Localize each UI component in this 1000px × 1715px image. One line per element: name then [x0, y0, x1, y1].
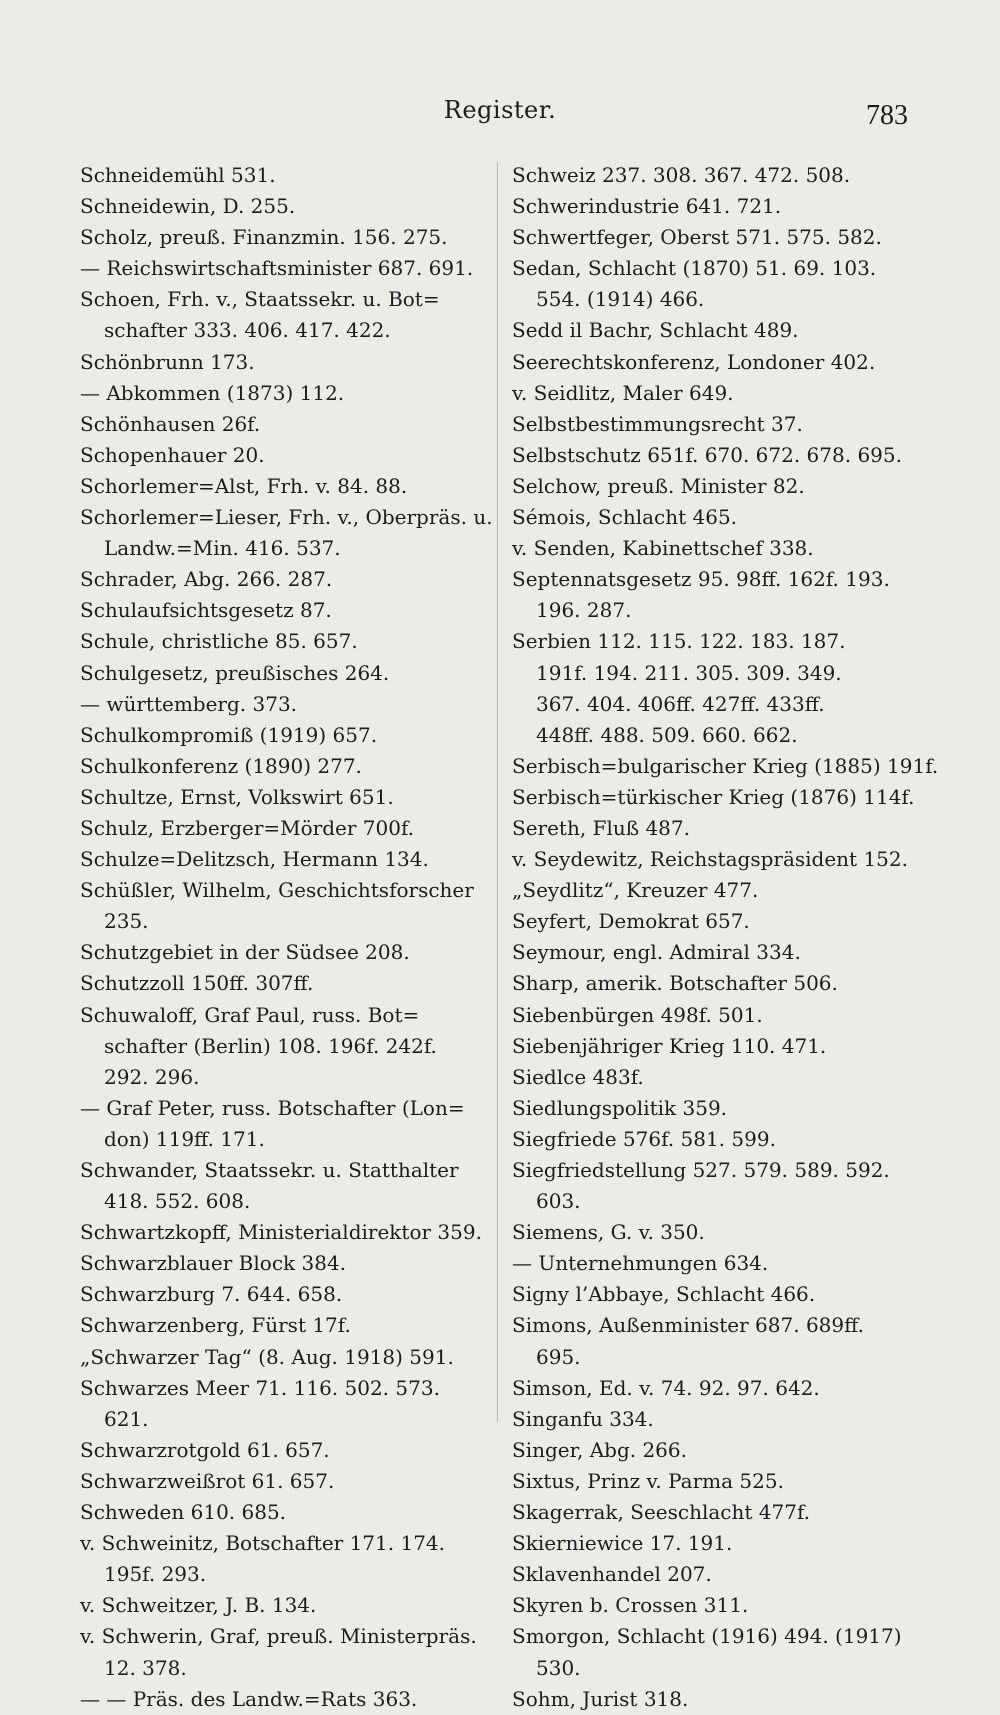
index-entry: Siebenjähriger Krieg 110. 471.	[512, 1033, 827, 1058]
index-entry-continuation: 418. 552. 608.	[104, 1189, 251, 1214]
index-entry: Schwander, Staatssekr. u. Statthalter	[80, 1158, 459, 1182]
index-entry: Signy l’Abbaye, Schlacht 466.	[512, 1282, 816, 1307]
index-entry-continuation: 12. 378.	[104, 1655, 187, 1680]
index-entry: — Graf Peter, russ. Botschafter (Lon=	[80, 1095, 465, 1120]
index-entry: Siegfriede 576f. 581. 599.	[512, 1126, 776, 1151]
running-head: Register.	[443, 96, 557, 124]
index-entry: Sedan, Schlacht (1870) 51. 69. 103.	[512, 256, 877, 281]
index-entry: Schulaufsichtsgesetz 87.	[80, 598, 332, 623]
index-entry: Serbisch=türkischer Krieg (1876) 114f.	[512, 784, 915, 809]
index-entry: Simson, Ed. v. 74. 92. 97. 642.	[512, 1375, 820, 1400]
index-entry: Siedlce 483f.	[512, 1064, 644, 1089]
index-entry: Sohm, Jurist 318.	[512, 1686, 689, 1711]
index-entry: Schule, christliche 85. 657.	[80, 629, 358, 654]
index-entry: Serbisch=bulgarischer Krieg (1885) 191f.	[512, 753, 939, 778]
index-entry-continuation: 554. (1914) 466.	[536, 287, 705, 312]
index-entry: Schultze, Ernst, Volkswirt 651.	[80, 784, 394, 809]
index-entry: Skierniewice 17. 191.	[512, 1531, 733, 1556]
page-number: 783	[866, 100, 908, 131]
index-entry: Skagerrak, Seeschlacht 477f.	[512, 1500, 810, 1525]
index-entry: Sixtus, Prinz v. Parma 525.	[512, 1468, 784, 1493]
index-entry: Schwarzrotgold 61. 657.	[80, 1437, 330, 1462]
index-entry-continuation: 195f. 293.	[104, 1562, 207, 1587]
index-entry-continuation: 695.	[536, 1344, 581, 1369]
index-entry: Schwarzweißrot 61. 657.	[80, 1468, 335, 1493]
index-entry: „Seydlitz“, Kreuzer 477.	[512, 878, 759, 903]
index-entry: Schwarzes Meer 71. 116. 502. 573.	[80, 1375, 440, 1400]
index-entry: Singanfu 334.	[512, 1406, 654, 1431]
index-column-right	[512, 160, 939, 1715]
index-entry: Schwarzblauer Block 384.	[80, 1251, 347, 1276]
index-entry: Schorlemer=Alst, Frh. v. 84. 88.	[80, 473, 408, 498]
index-entry: Schulkompromiß (1919) 657.	[80, 722, 378, 747]
index-entry: Siemens, G. v. 350.	[512, 1220, 705, 1245]
index-entry: v. Seydewitz, Reichstagspräsident 152.	[512, 847, 908, 872]
index-entry: Schweiz 237. 308. 367. 472. 508.	[512, 163, 851, 187]
index-entry: Septennatsgesetz 95. 98ff. 162f. 193.	[512, 567, 890, 592]
column-divider	[497, 162, 498, 1422]
index-entry: — Reichswirtschaftsminister 687. 691.	[80, 256, 474, 281]
index-entry-continuation: schafter 333. 406. 417. 422.	[104, 318, 391, 343]
index-entry: Schönbrunn 173.	[80, 349, 255, 374]
index-entry-continuation: 191f. 194. 211. 305. 309. 349.	[536, 660, 842, 685]
index-entry: „Schwarzer Tag“ (8. Aug. 1918) 591.	[80, 1344, 454, 1369]
index-entry: Schopenhauer 20.	[80, 442, 265, 467]
index-entry: v. Schwerin, Graf, preuß. Ministerpräs.	[80, 1624, 477, 1649]
index-entry-continuation: schafter (Berlin) 108. 196f. 242f.	[104, 1033, 437, 1058]
index-entry: Scholz, preuß. Finanzmin. 156. 275.	[80, 225, 448, 250]
index-entry: Singer, Abg. 266.	[512, 1437, 687, 1462]
index-entry: — Unternehmungen 634.	[512, 1251, 769, 1276]
index-entry: v. Schweinitz, Botschafter 171. 174.	[80, 1531, 445, 1556]
index-entry: Siebenbürgen 498f. 501.	[512, 1002, 763, 1027]
index-entry: Sémois, Schlacht 465.	[512, 505, 738, 530]
index-entry-continuation: 292. 296.	[104, 1064, 200, 1089]
index-entry: Schweden 610. 685.	[80, 1500, 287, 1525]
index-entry: — Abkommen (1873) 112.	[80, 380, 345, 405]
index-entry-continuation: 235.	[104, 909, 149, 934]
index-entry: Simons, Außenminister 687. 689ff.	[512, 1313, 864, 1338]
index-entry: Schwarzburg 7. 644. 658.	[80, 1282, 343, 1307]
index-entry: Schrader, Abg. 266. 287.	[80, 567, 333, 592]
index-entry: — — Präs. des Landw.=Rats 363.	[80, 1686, 418, 1711]
index-entry: Schwertfeger, Oberst 571. 575. 582.	[512, 225, 882, 250]
index-entry-continuation: 603.	[536, 1189, 581, 1214]
index-entry: Schwarzenberg, Fürst 17f.	[80, 1313, 351, 1338]
index-entry: Selbstschutz 651f. 670. 672. 678. 695.	[512, 442, 902, 467]
index-entry-continuation: 621.	[104, 1406, 149, 1431]
index-entry: Schwartzkopff, Ministerialdirektor 359.	[80, 1220, 482, 1245]
index-entry: Schuwaloff, Graf Paul, russ. Bot=	[80, 1002, 420, 1027]
index-entry: Schoen, Frh. v., Staatssekr. u. Bot=	[80, 287, 440, 312]
index-entry: v. Senden, Kabinettschef 338.	[512, 536, 814, 561]
index-entry: Schorlemer=Lieser, Frh. v., Oberpräs. u.	[80, 505, 493, 530]
index-column-left	[80, 160, 493, 1715]
index-entry: Schulkonferenz (1890) 277.	[80, 753, 362, 778]
index-entry: Smorgon, Schlacht (1916) 494. (1917)	[512, 1624, 902, 1649]
index-entry: Siegfriedstellung 527. 579. 589. 592.	[512, 1158, 890, 1182]
index-entry: Schutzzoll 150ff. 307ff.	[80, 971, 314, 996]
index-entry: Sereth, Fluß 487.	[512, 815, 690, 840]
index-entry-continuation: 530.	[536, 1655, 581, 1680]
index-entry: v. Seidlitz, Maler 649.	[512, 380, 734, 405]
index-entry-continuation: Landw.=Min. 416. 537.	[104, 536, 341, 561]
index-entry: — württemberg. 373.	[80, 691, 298, 716]
index-entry: Sedd il Bachr, Schlacht 489.	[512, 318, 799, 343]
index-entry: Siedlungspolitik 359.	[512, 1095, 728, 1120]
index-entry: Schneidemühl 531.	[80, 163, 276, 187]
index-entry: Schulgesetz, preußisches 264.	[80, 660, 390, 685]
index-entry: v. Schweitzer, J. B. 134.	[80, 1593, 317, 1618]
index-entry: Schutzgebiet in der Südsee 208.	[80, 940, 410, 965]
index-entry: Selbstbestimmungsrecht 37.	[512, 411, 803, 436]
index-entry: Schneidewin, D. 255.	[80, 194, 296, 219]
index-entry: Schwerindustrie 641. 721.	[512, 194, 782, 219]
index-entry: Sklavenhandel 207.	[512, 1562, 712, 1587]
index-entry: Seerechtskonferenz, Londoner 402.	[512, 349, 876, 374]
index-entry: Sharp, amerik. Botschafter 506.	[512, 971, 838, 996]
index-entry: Skyren b. Crossen 311.	[512, 1593, 749, 1618]
index-entry-continuation: 367. 404. 406ff. 427ff. 433ff.	[536, 691, 825, 716]
index-entry-continuation: don) 119ff. 171.	[104, 1126, 265, 1151]
index-entry: Selchow, preuß. Minister 82.	[512, 473, 805, 498]
index-entry: Seymour, engl. Admiral 334.	[512, 940, 801, 965]
index-entry-continuation: 196. 287.	[536, 598, 632, 623]
index-entry: Schulz, Erzberger=Mörder 700f.	[80, 815, 415, 840]
index-entry: Schüßler, Wilhelm, Geschichtsforscher	[80, 878, 474, 903]
index-entry: Seyfert, Demokrat 657.	[512, 909, 750, 934]
index-entry: Schulze=Delitzsch, Hermann 134.	[80, 847, 429, 872]
index-entry: Serbien 112. 115. 122. 183. 187.	[512, 629, 846, 654]
index-entry-continuation: 448ff. 488. 509. 660. 662.	[536, 722, 798, 747]
index-entry: Schönhausen 26f.	[80, 411, 261, 436]
